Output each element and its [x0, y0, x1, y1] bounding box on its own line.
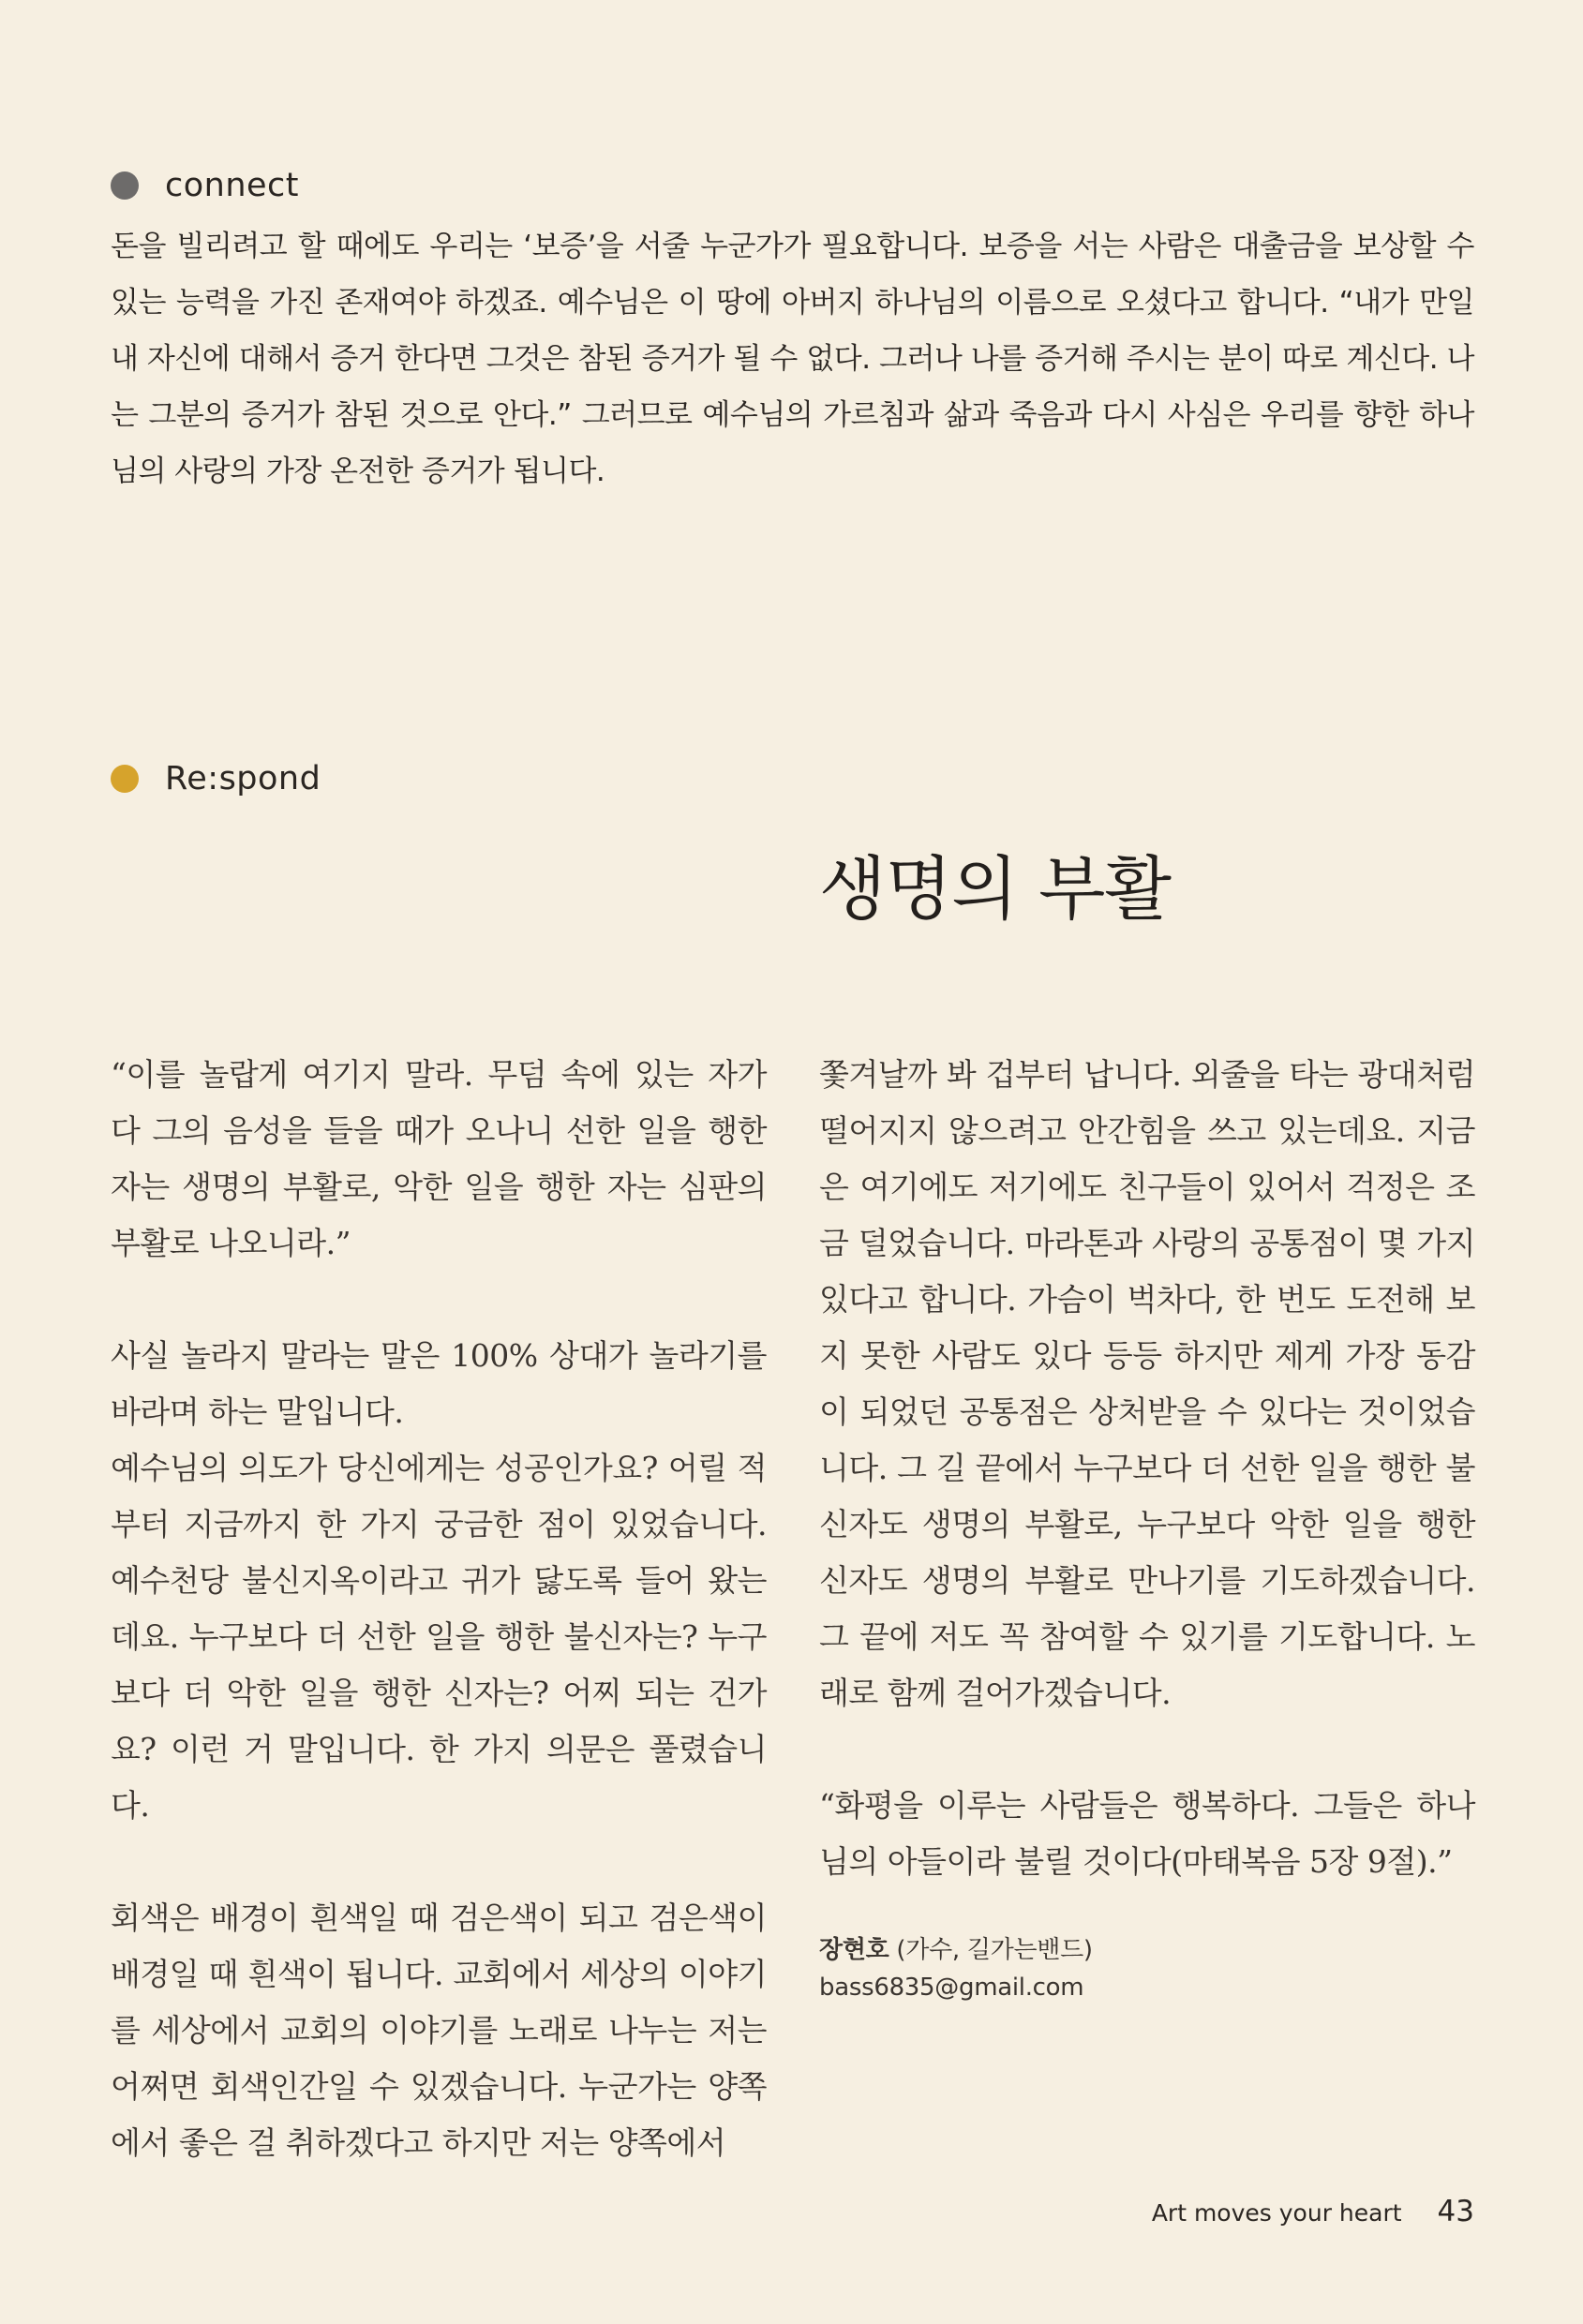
body-paragraph: 예수님의 의도가 당신에게는 성공인가요? 어릴 적부터 지금까지 한 가지 궁금한 점이 있었습니다. 예수천당 불신지옥이라고 귀가 닳도록 들어 왔는데요. 누구보다 더 선한 일을 행한 불신자는? 누구보다 더 악한 일을 행한 신자는? 어찌 되는 건가요? 이런 거 말입니다. 한 가지 의문은 풀렸습니다.: [111, 1450, 767, 1824]
body-paragraph: 사실 놀라지 말라는 말은 100% 상대가 놀라기를 바라며 하는 말입니다.: [111, 1337, 767, 1430]
page-number: 43: [1437, 2195, 1474, 2228]
author-role: (가수, 길가는밴드): [896, 1936, 1093, 1964]
closing-quote: “화평을 이루는 사람들은 행복하다. 그들은 하나님의 아들이라 불릴 것이다(마태복음 5장 9절).”: [819, 1787, 1475, 1880]
circle-icon: [111, 171, 139, 200]
respond-label: Re:spond: [165, 760, 321, 797]
connect-header: [111, 167, 299, 204]
footer-tagline: Art moves your heart: [1151, 2199, 1402, 2227]
page-title: 생명의 부활: [819, 849, 1171, 930]
page-footer: [1152, 2195, 1474, 2228]
connect-paragraph: 돈을 빌리려고 할 때에도 우리는 ‘보증’을 서줄 누군가가 필요합니다. 보증을 서는 사람은 대출금을 보상할 수 있는 능력을 가진 존재여야 하겠죠. 예수님은 이 땅에 아버지 하나님의 이름으로 오셨다고 합니다. “내가 만일 내 자신에 대해서 증거 한다면 그것은 참된 증거가 될 수 없다. 그러나 나를 증거해 주시는 분이 따로 계신다. 나는 그분의 증거가 참된 것으로 안다.” 그러므로 예수님의 가르침과 삶과 죽음과 다시 사심은 우리를 향한 하나님의 사랑의 가장 온전한 증거가 됩니다.: [111, 230, 1474, 488]
right-column: [819, 1047, 1475, 2006]
circle-icon: [111, 765, 139, 793]
author-name: 장현호: [819, 1936, 889, 1964]
body-paragraph: 쫓겨날까 봐 겁부터 납니다. 외줄을 타는 광대처럼 떨어지지 않으려고 안간힘을 쓰고 있는데요. 지금은 여기에도 저기에도 친구들이 있어서 걱정은 조금 덜었습니다. 마라톤과 사랑의 공통점이 몇 가지 있다고 합니다. 가슴이 벅차다, 한 번도 도전해 보지 못한 사람도 있다 등등 하지만 제게 가장 동감이 되었던 공통점은 상처받을 수 있다는 것이었습니다. 그 길 끝에서 누구보다 더 선한 일을 행한 불신자도 생명의 부활로, 누구보다 악한 일을 행한 신자도 생명의 부활로 만나기를 기도하겠습니다. 그 끝에 저도 꼭 참여할 수 있기를 기도합니다. 노래로 함께 걸어가겠습니다.: [819, 1056, 1475, 1711]
bible-quote: “이를 놀랍게 여기지 말라. 무덤 속에 있는 자가 다 그의 음성을 들을 때가 오나니 선한 일을 행한 자는 생명의 부활로, 악한 일을 행한 자는 심판의 부활로 나오니라.”: [111, 1056, 767, 1261]
author-block: [819, 1931, 1475, 2006]
author-email: bass6835@gmail.com: [819, 1974, 1084, 2002]
respond-header: [111, 760, 321, 797]
connect-label: connect: [165, 167, 300, 204]
left-column: [111, 1047, 767, 2171]
body-paragraph: 회색은 배경이 흰색일 때 검은색이 되고 검은색이 배경일 때 흰색이 됩니다. 교회에서 세상의 이야기를 세상에서 교회의 이야기를 노래로 나누는 저는 어쩌면 회색인간일 수 있겠습니다. 누군가는 양쪽에서 좋은 걸 취하겠다고 하지만 저는 양쪽에서: [111, 1899, 767, 2161]
